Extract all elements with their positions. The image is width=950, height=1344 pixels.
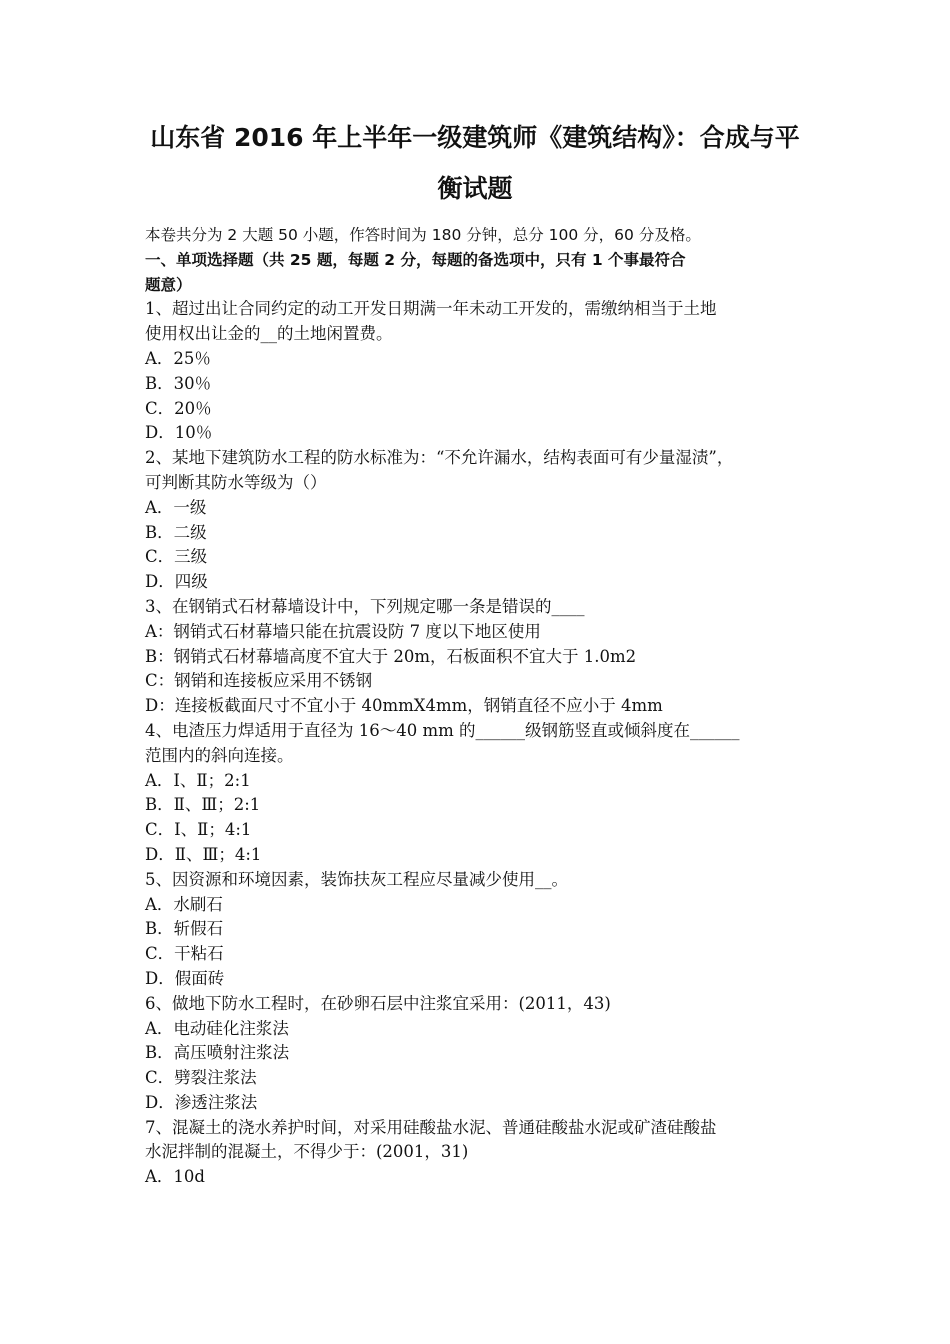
question-stem: 使用权出让金的__的土地闲置费。 bbox=[145, 324, 393, 344]
answer-option: C．劈裂注浆法 bbox=[145, 1068, 257, 1088]
question-5 bbox=[145, 868, 810, 992]
question-stem: 4、电渣压力焊适用于直径为 16～40 mm 的______级钢筋竖直或倾斜度在______ bbox=[145, 720, 740, 740]
answer-option: A：钢销式石材幕墙只能在抗震设防 7 度以下地区使用 bbox=[145, 621, 541, 641]
document-body bbox=[145, 223, 810, 1190]
section-heading-line-2: 题意） bbox=[145, 275, 192, 294]
answer-option: C．干粘石 bbox=[145, 944, 224, 964]
answer-option: A．Ⅰ、Ⅱ；2:1 bbox=[145, 770, 251, 790]
question-3 bbox=[145, 595, 810, 719]
question-2 bbox=[145, 446, 810, 595]
answer-option: A．电动硅化注浆法 bbox=[145, 1018, 289, 1038]
question-stem: 7、混凝土的浇水养护时间，对采用硅酸盐水泥、普通硅酸盐水泥或矿渣硅酸盐 bbox=[145, 1117, 717, 1137]
question-stem: 范围内的斜向连接。 bbox=[145, 745, 294, 765]
answer-option: D．渗透注浆法 bbox=[145, 1092, 258, 1112]
answer-option: C．Ⅰ、Ⅱ；4:1 bbox=[145, 820, 252, 840]
answer-option: B．Ⅱ、Ⅲ；2:1 bbox=[145, 795, 261, 815]
section-heading-line-1: 一、单项选择题（共 25 题，每题 2 分，每题的备选项中，只有 1 个事最符合 bbox=[145, 250, 686, 269]
question-stem: 1、超过出让合同约定的动工开发日期满一年未动工开发的，需缴纳相当于土地 bbox=[145, 299, 717, 319]
question-6 bbox=[145, 992, 810, 1116]
question-7 bbox=[145, 1116, 810, 1190]
answer-option: D．10％ bbox=[145, 423, 213, 443]
answer-option: A．25％ bbox=[145, 348, 211, 368]
answer-option: C．三级 bbox=[145, 547, 208, 567]
answer-option: D．假面砖 bbox=[145, 968, 225, 988]
question-stem: 6、做地下防水工程时，在砂卵石层中注浆宜采用：(2011，43) bbox=[145, 993, 611, 1013]
answer-option: B：钢销式石材幕墙高度不宜大于 20m，石板面积不宜大于 1.0m2 bbox=[145, 646, 637, 666]
question-1 bbox=[145, 297, 810, 446]
answer-option: C：钢销和连接板应采用不锈钢 bbox=[145, 671, 373, 691]
document-title-line-1: 山东省 2016 年上半年一级建筑师《建筑结构》：合成与平 bbox=[150, 123, 800, 152]
answer-option: A．水刷石 bbox=[145, 894, 223, 914]
document-title-line-2: 衡试题 bbox=[437, 174, 513, 203]
exam-intro: 本卷共分为 2 大题 50 小题，作答时间为 180 分钟，总分 100 分，60 分及格。 bbox=[145, 226, 701, 244]
answer-option: D．四级 bbox=[145, 572, 208, 592]
answer-option: B．高压喷射注浆法 bbox=[145, 1043, 290, 1063]
question-4 bbox=[145, 719, 810, 868]
answer-option: D：连接板截面尺寸不宜小于 40mmX4mm，钢销直径不应小于 4mm bbox=[145, 696, 663, 716]
answer-option: B．30％ bbox=[145, 373, 212, 393]
answer-option: A．10d bbox=[145, 1167, 205, 1187]
answer-option: B．二级 bbox=[145, 522, 207, 542]
answer-option: C．20％ bbox=[145, 398, 212, 418]
question-stem: 2、某地下建筑防水工程的防水标准为：“不允许漏水，结构表面可有少量湿渍”， bbox=[145, 448, 734, 468]
question-stem: 3、在钢销式石材幕墙设计中，下列规定哪一条是错误的____ bbox=[145, 596, 585, 616]
answer-option: B．斩假石 bbox=[145, 919, 224, 939]
question-stem: 水泥拌制的混凝土，不得少于：(2001，31) bbox=[145, 1142, 469, 1162]
answer-option: D．Ⅱ、Ⅲ；4:1 bbox=[145, 844, 262, 864]
question-stem: 可判断其防水等级为（） bbox=[145, 472, 327, 492]
question-stem: 5、因资源和环境因素，装饰扶灰工程应尽量减少使用__。 bbox=[145, 869, 568, 889]
answer-option: A．一级 bbox=[145, 497, 207, 517]
